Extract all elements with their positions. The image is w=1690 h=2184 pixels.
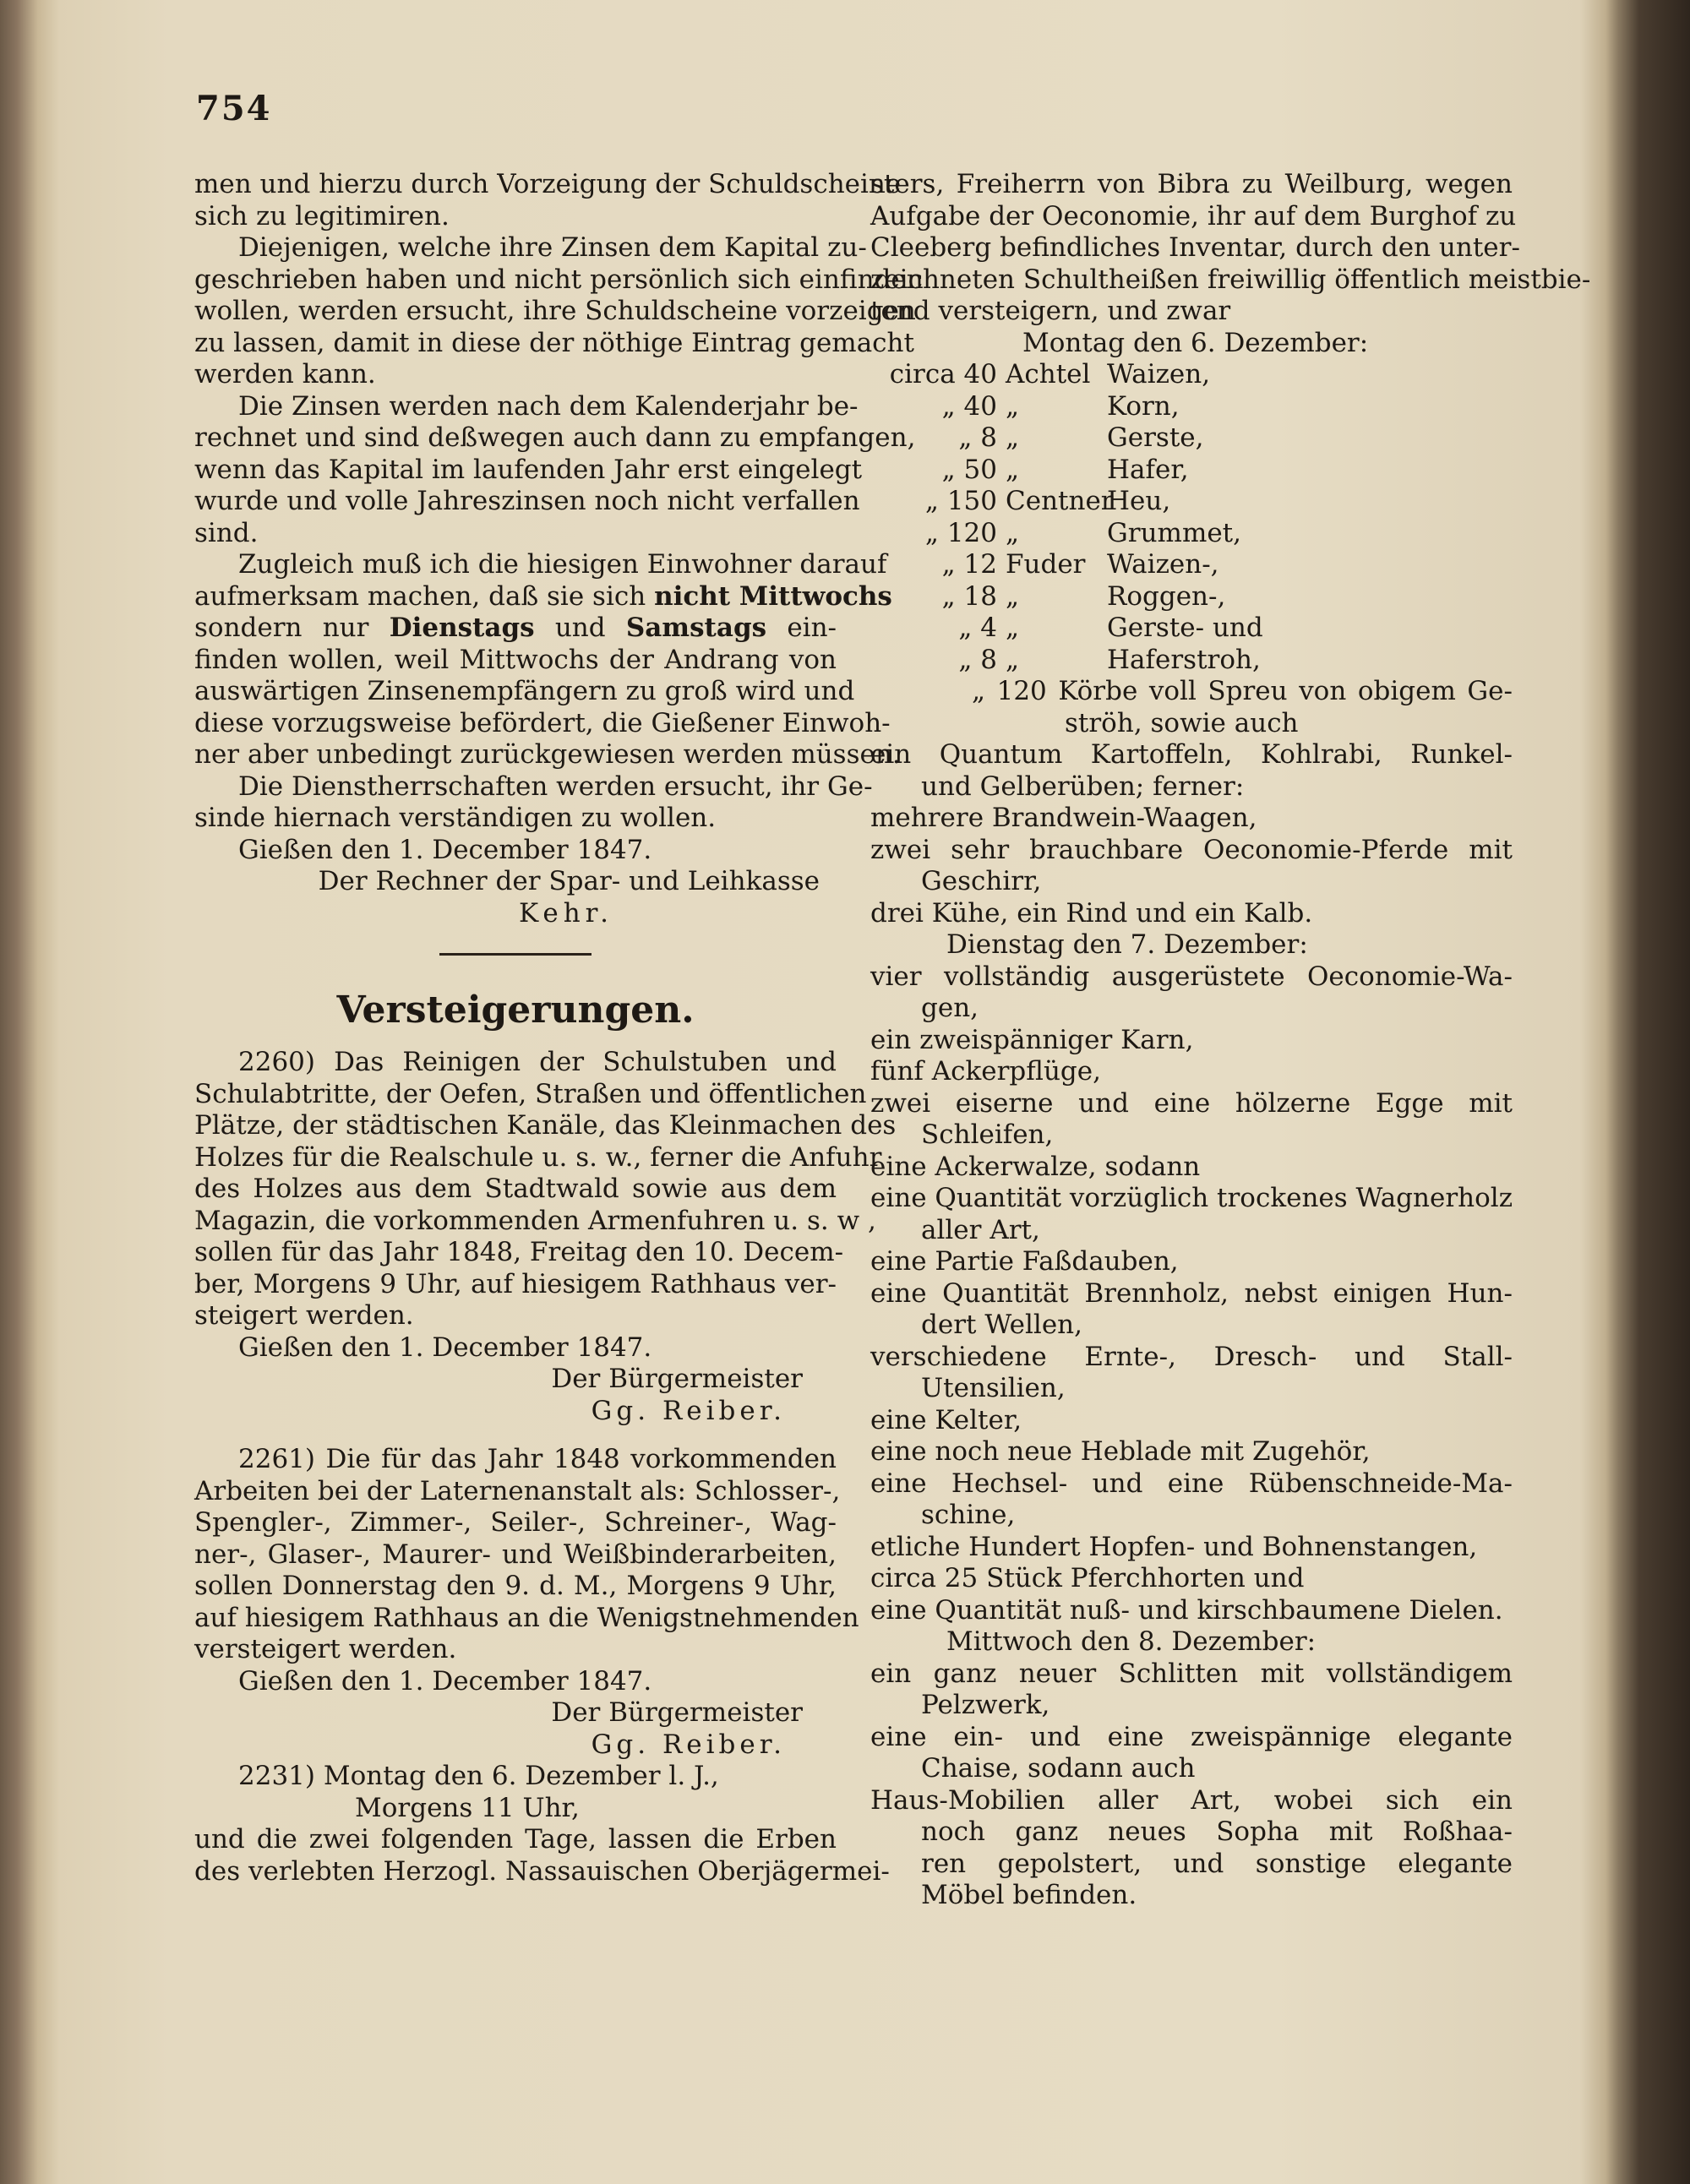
list-item	[870, 835, 1513, 898]
signature-name: Gg. Reiber.	[591, 1729, 786, 1760]
emphasis-saturdays: Samstags	[625, 613, 767, 643]
text-line: men und hierzu durch Vorzeigung der Schuldscheine	[194, 169, 902, 199]
text-line: eine Quantität nuß- und kirschbaumene Dielen.	[870, 1594, 1503, 1626]
text-line: geschrieben haben und nicht persönlich sich einfinden	[194, 264, 924, 295]
goods-unit: „	[1006, 644, 1020, 675]
text-line: Diejenigen, welche ihre Zinsen dem Kapital zu-	[238, 232, 867, 263]
goods-type: Waizen-,	[1107, 549, 1219, 580]
text-line	[194, 580, 892, 613]
text-line: Geschirr,	[921, 866, 1042, 896]
text-line: eine Kelter,	[870, 1404, 1022, 1435]
text-line: aller Art,	[921, 1214, 1040, 1245]
paragraph-calendar-year	[194, 390, 916, 550]
list-item	[870, 1532, 1513, 1564]
text-line: ner aber unbedingt zurückgewiesen werden müssen.	[194, 739, 901, 770]
text-line: dert Wellen,	[921, 1310, 1082, 1340]
signature-title: Der Bürgermeister	[551, 1697, 803, 1728]
dateline: Gießen den 1. December 1847.	[238, 1332, 652, 1363]
text-line: sich zu legitimiren.	[194, 200, 450, 231]
text-line: zeichneten Schultheißen freiwillig öffentlich meistbie-	[870, 264, 1591, 295]
list-item	[870, 1183, 1513, 1246]
goods-type: Roggen-,	[1107, 580, 1226, 612]
left-column	[194, 169, 924, 1887]
paragraph-servants	[194, 771, 873, 835]
goods-quantity: „ 150	[924, 486, 997, 516]
goods-quantity: „ 40	[941, 390, 997, 422]
day-heading-monday: Montag den 6. Dezember:	[1022, 327, 1369, 358]
signature-title: Der Bürgermeister	[551, 1364, 803, 1394]
text-line: ein ganz neuer Schlitten mit vollständigem	[870, 1658, 1513, 1689]
text-line: Plätze, der städtischen Kanäle, das Kleinmachen des	[194, 1110, 897, 1141]
text-line: mehrere Brandwein-Waagen,	[870, 803, 1257, 833]
list-item	[870, 1658, 1513, 1722]
text-line: ren gepolstert, und sonstige elegante	[921, 1848, 1513, 1879]
text-line: Aufgabe der Oeconomie, ihr auf dem Burghof zu	[870, 200, 1517, 231]
goods-row	[870, 422, 1513, 455]
list-item	[870, 1025, 1513, 1057]
dateline: Gießen den 1. December 1847.	[238, 1665, 652, 1697]
text-line: ein Quantum Kartoffeln, Kohlrabi, Runkel-	[870, 739, 1513, 770]
signature-name: Gg. Reiber.	[591, 1395, 786, 1426]
day-heading-wednesday: Mittwoch den 8. Dezember:	[946, 1626, 1317, 1657]
text-line: sollen Donnerstag den 9. d. M., Morgens 9 Uhr,	[194, 1571, 837, 1601]
text-line: tend versteigern, und zwar	[870, 296, 1231, 326]
list-item	[870, 961, 1513, 1025]
list-item	[870, 1152, 1513, 1184]
goods-unit: „	[1006, 613, 1020, 643]
text-line: Pelzwerk,	[921, 1690, 1050, 1720]
list-item	[870, 739, 1513, 803]
goods-list	[870, 359, 1513, 676]
list-item	[870, 1722, 1513, 1785]
spacer	[194, 1427, 837, 1444]
text-line: 2260) Das Reinigen der Schulstuben und	[238, 1047, 837, 1077]
goods-type: Heu,	[1107, 486, 1171, 516]
goods-quantity: „ 8	[958, 644, 997, 675]
emphasis-not-wednesdays: nicht Mittwochs	[654, 580, 892, 612]
goods-type: Haferstroh,	[1107, 644, 1261, 675]
goods-unit: Fuder	[1006, 549, 1086, 580]
text-line: auf hiesigem Rathhaus an die Wenigstnehmenden	[194, 1602, 859, 1633]
text-line: 2261) Die für das Jahr 1848 vorkommenden	[238, 1444, 837, 1474]
goods-type: Waizen,	[1107, 359, 1211, 389]
text-line: steigert werden.	[194, 1300, 414, 1331]
paragraph-legitimation	[194, 169, 902, 232]
text-segment: und	[554, 613, 606, 643]
text-line: Utensilien,	[921, 1373, 1066, 1403]
text-line: vier vollständig ausgerüstete Oeconomie-Wa-	[870, 961, 1513, 992]
goods-row	[870, 518, 1513, 550]
list-item	[870, 898, 1513, 930]
text-line: eine Hechsel- und eine Rübenschneide-Ma-	[870, 1468, 1513, 1499]
text-line: wollen, werden ersucht, ihre Schuldscheine vorzeigen	[194, 296, 916, 326]
text-line: Haus-Mobilien aller Art, wobei sich ein	[870, 1784, 1513, 1816]
text-line: und die zwei folgenden Tage, lassen die Erben	[194, 1824, 837, 1854]
signature-name: Kehr.	[519, 897, 613, 929]
paragraph-interest-capital	[194, 232, 924, 391]
goods-unit: „	[1006, 580, 1020, 612]
goods-unit: „	[1006, 517, 1020, 548]
text-line: schine,	[921, 1500, 1016, 1530]
goods-quantity: „ 12	[941, 549, 997, 580]
text-line: Möbel befinden.	[921, 1880, 1137, 1910]
text-line: drei Kühe, ein Rind und ein Kalb.	[870, 897, 1313, 929]
section-heading: Versteigerungen.	[336, 989, 695, 1032]
text-line: Die Zinsen werden nach dem Kalenderjahr be-	[238, 390, 859, 422]
text-line: fünf Ackerpflüge,	[870, 1056, 1101, 1087]
text-line: ströh, sowie auch	[1065, 707, 1299, 738]
text-line: Chaise, sodann auch	[921, 1753, 1196, 1784]
text-line: gen,	[921, 993, 979, 1023]
goods-type: Hafer,	[1107, 454, 1189, 485]
notice-2231	[194, 1761, 890, 1887]
text-line: ber, Morgens 9 Uhr, auf hiesigem Rathhaus ver-	[194, 1268, 837, 1299]
goods-type: Gerste- und	[1107, 613, 1263, 643]
text-line: werden kann.	[194, 359, 376, 389]
text-line: diese vorzugsweise befördert, die Gießener Einwoh-	[194, 707, 891, 738]
goods-unit: „	[1006, 390, 1020, 422]
goods-quantity: „ 18	[941, 580, 997, 612]
inventory-list-wednesday	[870, 1658, 1513, 1912]
text-line: noch ganz neues Sopha mit Roßhaa-	[921, 1816, 1513, 1847]
goods-row	[870, 359, 1513, 391]
text-line: Die Dienstherrschaften werden ersucht, ihr Ge-	[238, 771, 873, 802]
list-item	[870, 1405, 1513, 1437]
list-item	[870, 1056, 1513, 1088]
text-segment: aufmerksam machen, daß sie sich	[194, 580, 646, 612]
text-line: eine Partie Faßdauben,	[870, 1246, 1179, 1277]
goods-quantity: „ 120	[924, 517, 997, 548]
text-line: 2231) Montag den 6. Dezember l. J.,	[238, 1761, 719, 1791]
text-line: Morgens 11 Uhr,	[355, 1792, 580, 1823]
text-line: des verlebten Herzogl. Nassauischen Oberjägermei-	[194, 1855, 890, 1887]
text-line: zwei eiserne und eine hölzerne Egge mit	[870, 1087, 1513, 1119]
goods-unit: „	[1006, 454, 1020, 485]
text-line: Schulabtritte, der Oefen, Straßen und öffentlichen	[194, 1078, 867, 1109]
text-line: verschiedene Ernte-, Dresch- und Stall-	[870, 1341, 1513, 1372]
goods-row	[870, 645, 1513, 677]
text-line: ner-, Glaser-, Maurer- und Weißbinderarbeiten,	[194, 1539, 837, 1570]
notice-2231-continued	[870, 169, 1591, 328]
signature-title: Der Rechner der Spar- und Leihkasse	[318, 866, 820, 896]
goods-row	[870, 581, 1513, 613]
text-line: Spengler-, Zimmer-, Seiler-, Schreiner-, Wag-	[194, 1507, 837, 1538]
text-line: rechnet und sind deßwegen auch dann zu empfangen,	[194, 422, 916, 453]
inventory-list-tuesday	[870, 961, 1513, 1627]
text-line: versteigert werden.	[194, 1634, 457, 1664]
text-line: finden wollen, weil Mittwochs der Andrang von	[194, 644, 837, 675]
list-item	[870, 1088, 1513, 1152]
text-line: wenn das Kapital im laufenden Jahr erst eingelegt	[194, 454, 863, 485]
goods-unit: Centner	[1006, 486, 1114, 516]
text-line: „ 120 Körbe voll Spreu von obigem Ge-	[972, 676, 1513, 706]
dateline: Gießen den 1. December 1847.	[238, 834, 652, 865]
list-item	[870, 803, 1513, 835]
goods-row	[870, 391, 1513, 423]
goods-quantity: „ 8	[958, 422, 997, 453]
text-line: Magazin, die vorkommenden Armenfuhren u. s. w ,	[194, 1205, 876, 1236]
text-line: und Gelberüben; ferner:	[921, 771, 1245, 802]
text-line: eine Quantität vorzüglich trockenes Wagnerholz	[870, 1183, 1513, 1213]
text-line: Holzes für die Realschule u. s. w., ferner die Anfuhr	[194, 1141, 882, 1173]
list-item	[870, 1436, 1513, 1468]
text-segment: sondern nur	[194, 613, 369, 643]
goods-quantity: „ 50	[941, 454, 997, 485]
text-line: ein zweispänniger Karn,	[870, 1024, 1194, 1055]
goods-type: Korn,	[1107, 390, 1180, 422]
divider	[439, 953, 592, 956]
day-heading-tuesday: Dienstag den 7. Dezember:	[946, 929, 1308, 960]
text-line: Cleeberg befindliches Inventar, durch den unter-	[870, 232, 1520, 263]
text-line: sinde hiernach verständigen zu wollen.	[194, 803, 717, 833]
notice-2260	[194, 1047, 897, 1332]
emphasis-tuesdays: Dienstags	[389, 613, 535, 643]
text-line: etliche Hundert Hopfen- und Bohnenstangen,	[870, 1531, 1478, 1562]
list-item	[870, 1342, 1513, 1405]
text-line: eine noch neue Heblade mit Zugehör,	[870, 1436, 1371, 1467]
text-line	[194, 613, 837, 645]
goods-type: Grummet,	[1107, 517, 1241, 548]
text-line: sters, Freiherrn von Bibra zu Weilburg, wegen	[870, 169, 1513, 199]
text-line: wurde und volle Jahreszinsen noch nicht verfallen	[194, 486, 860, 516]
paragraph-weekdays-notice	[194, 549, 901, 771]
notice-2261	[194, 1444, 859, 1666]
text-line: Arbeiten bei der Laternenanstalt als: Schlosser-,	[194, 1475, 841, 1506]
text-line: sollen für das Jahr 1848, Freitag den 10. Decem-	[194, 1237, 844, 1267]
text-line: Zugleich muß ich die hiesigen Einwohner darauf	[238, 549, 887, 580]
page-number: 754	[196, 89, 272, 128]
text-line: circa 25 Stück Pferchhorten und	[870, 1563, 1305, 1593]
goods-quantity: circa 40	[889, 359, 997, 389]
list-item	[870, 1595, 1513, 1627]
text-line: eine ein- und eine zweispännige elegante	[870, 1721, 1513, 1752]
list-item	[870, 1785, 1513, 1912]
text-line: zu lassen, damit in diese der nöthige Eintrag gemacht	[194, 327, 914, 358]
goods-row	[870, 486, 1513, 518]
text-line: des Holzes aus dem Stadtwald sowie aus dem	[194, 1174, 837, 1204]
text-line: eine Ackerwalze, sodann	[870, 1151, 1201, 1182]
goods-unit: „	[1006, 422, 1020, 453]
inventory-list-monday	[870, 739, 1513, 929]
goods-row	[870, 549, 1513, 581]
text-segment: ein-	[787, 613, 837, 643]
list-item	[870, 1278, 1513, 1342]
text-line: sind.	[194, 517, 259, 548]
right-column	[870, 169, 1591, 1912]
goods-row	[870, 613, 1513, 645]
text-line: auswärtigen Zinsenempfängern zu groß wird und	[194, 676, 855, 706]
list-item	[870, 1468, 1513, 1532]
text-line: Schleifen,	[921, 1119, 1054, 1150]
text-line: zwei sehr brauchbare Oeconomie-Pferde mit	[870, 834, 1513, 865]
goods-type: Gerste,	[1107, 422, 1204, 453]
list-item	[870, 1246, 1513, 1278]
goods-unit: Achtel	[1006, 359, 1091, 389]
goods-row	[870, 455, 1513, 487]
text-line: eine Quantität Brennholz, nebst einigen Hun-	[870, 1277, 1513, 1309]
list-item	[870, 1563, 1513, 1595]
goods-quantity: „ 4	[958, 613, 997, 643]
